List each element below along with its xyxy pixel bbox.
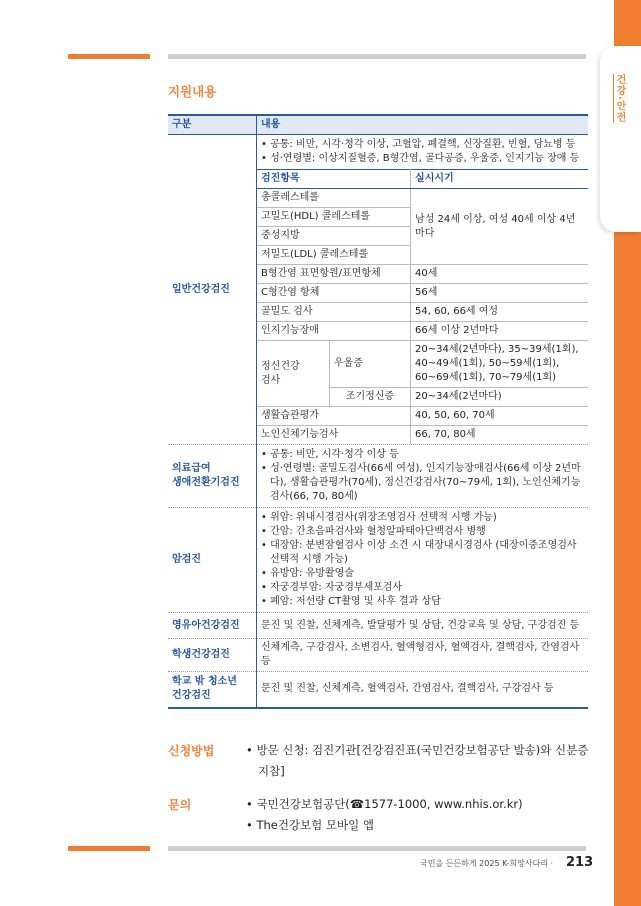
timing-cell: 40, 50, 60, 70세: [411, 407, 588, 426]
footer-text: 국민을 든든하게 2025 K-희망사다리 ·: [420, 859, 554, 868]
item-cell: 고밀도(HDL) 콜레스테롤: [257, 208, 411, 227]
item-cell: 생활습관평가: [257, 407, 411, 426]
header-category: 구분: [168, 115, 257, 135]
contact-line: • 국민건강보험공단(☎1577-1000, www.nhis.or.kr): [246, 797, 523, 811]
timing-cell: 54, 60, 66세 여성: [411, 303, 588, 322]
medical-aid-category-line1: 의료급여: [172, 463, 211, 474]
bullet: • 공통: 비만, 시각·청각 이상, 고혈압, 폐결핵, 신장질환, 빈혈, 당뇨병 등: [261, 139, 576, 150]
timing-cell: 66, 70, 80세: [415, 429, 476, 440]
bottom-rule: [168, 846, 586, 851]
table-row: [257, 265, 588, 284]
contact-label: 문의: [168, 798, 192, 812]
apply-text: • 방문 신청: 검진기관[건강검진표(국민건강보험공단 발송)와 신분증 지참]: [246, 743, 589, 778]
item-cell: B형간염 표면항원/표면항체: [257, 265, 411, 284]
timing-cell: 66세 이상 2년마다: [411, 322, 588, 341]
timing-cell: 40세: [411, 265, 588, 284]
general-bullets: [257, 135, 588, 169]
medical-aid-category-line2: 생애전환기검진: [172, 477, 240, 488]
table-row: [257, 284, 588, 303]
cancer-content: [257, 508, 589, 613]
top-accent-bar: [68, 54, 150, 59]
timing-line: 60~69세(1회), 70~79세(1회): [415, 372, 557, 383]
medical-aid-content: [257, 445, 589, 508]
timing-line: 20~34세(2년마다), 35~39세(1회),: [415, 344, 579, 355]
item-cell: 저밀도(LDL) 콜레스테롤: [257, 246, 411, 265]
mental-health-label: [257, 341, 330, 407]
inner-header-row: [257, 170, 588, 189]
schizophrenia-timing: 20~34세(2년마다): [411, 388, 588, 407]
medical-aid-category: [168, 445, 257, 508]
inner-header-item: 검진항목: [257, 170, 411, 189]
timing-line: 40~49세(1회), 50~59세(1회),: [415, 358, 560, 369]
infant-category: 영유아건강검진: [168, 613, 257, 639]
youth-content: 문진 및 진찰, 신체계측, 혈액검사, 간염검사, 결핵검사, 구강검사 등: [257, 672, 589, 708]
page-number: 213: [566, 855, 594, 870]
item-cell: C형간염 항체: [257, 284, 411, 303]
timing-cell: 56세: [411, 284, 588, 303]
infant-content: 문진 및 진찰, 신체계측, 발달평가 및 상담, 건강교육 및 상담, 구강검진 등: [257, 613, 589, 639]
item-cell: 골밀도 검사: [257, 303, 411, 322]
table-row: [257, 341, 588, 388]
cancer-row: [168, 508, 588, 613]
bottom-accent-bar: [68, 846, 150, 851]
bullet: • 성·연령별: 이상지질혈증, B형간염, 골다공증, 우울증, 인지기능 장애 등: [261, 153, 580, 164]
cancer-category: 암검진: [168, 508, 257, 613]
infant-row: [168, 613, 588, 639]
chapter-tab-label: 건강·안전: [614, 74, 625, 123]
contact-text: [246, 794, 523, 836]
general-checkup-content: [257, 135, 589, 445]
contact-line: • The건강보험 모바일 앱: [246, 818, 375, 832]
youth-category: [168, 672, 257, 708]
schizophrenia-label: 조기정신증: [330, 388, 411, 407]
youth-category-line1: 학교 밖 청소년: [172, 676, 237, 688]
general-items-table: [257, 169, 588, 444]
item-cell: 중성지방: [257, 227, 411, 246]
section-title: 지원내용: [168, 84, 217, 99]
medical-aid-row: [168, 445, 588, 508]
bullet: • 성·연령별: 골밀도검사(66세 여성), 인지기능장애검사(66세 이상 2년마다), 생활습관평가(70세), 정신건강검사(70~79세, 1회), 노인신체기능검사(66, 70, 80세): [261, 463, 581, 502]
bullet: • 간암: 간초음파검사와 혈청알파태아단백검사 병행: [261, 526, 486, 537]
youth-category-line2: 건강검진: [172, 690, 211, 702]
depression-label: 우울증: [330, 341, 411, 388]
top-rule: [168, 54, 586, 59]
item-cell: 노인신체기능검사: [257, 426, 411, 445]
student-content: 신체계측, 구강검사, 소변검사, 혈액형검사, 혈액검사, 결핵검사, 간염검사 등: [257, 639, 589, 672]
header-content: 내용: [257, 115, 589, 135]
bullet: • 자궁경부암: 자궁경부세포검사: [261, 582, 403, 593]
bullet: • 대장암: 분변잠혈검사 이상 소견 시 대장내시경검사 (대장이중조영검사 선택적 시행 가능): [261, 540, 577, 565]
bullet: • 공통: 비만, 시각·청각 이상 등: [261, 449, 399, 460]
bullet: • 위암: 위내시경검사(위장조영검사 선택적 시행 가능): [261, 512, 497, 523]
support-table: [168, 114, 588, 709]
table-header-row: [168, 115, 588, 135]
item-cell: 총콜레스테롤: [257, 189, 411, 208]
bullet: • 유방암: 유방촬영술: [261, 568, 354, 579]
youth-row: [168, 672, 588, 708]
mental-health-label-line1: 정신건강: [261, 360, 300, 372]
table-row: [257, 189, 588, 208]
bullet: • 폐암: 저선량 CT촬영 및 사후 결과 상담: [261, 596, 441, 607]
table-row: [257, 322, 588, 341]
item-cell: 인지기능장애: [257, 322, 411, 341]
student-row: [168, 639, 588, 672]
inner-header-timing: 실시시기: [411, 170, 588, 189]
mental-health-label-line2: 검사: [261, 374, 281, 386]
table-row: [257, 407, 588, 426]
table-row: [257, 303, 588, 322]
student-category: 학생건강검진: [168, 639, 257, 672]
general-checkup-row: [168, 135, 588, 445]
apply-label: 신청방법: [168, 744, 215, 758]
depression-timing: [411, 341, 588, 388]
general-checkup-category: 일반건강검진: [168, 135, 257, 445]
table-row: [257, 426, 588, 445]
cholesterol-timing: 남성 24세 이상, 여성 40세 이상 4년마다: [411, 189, 588, 265]
